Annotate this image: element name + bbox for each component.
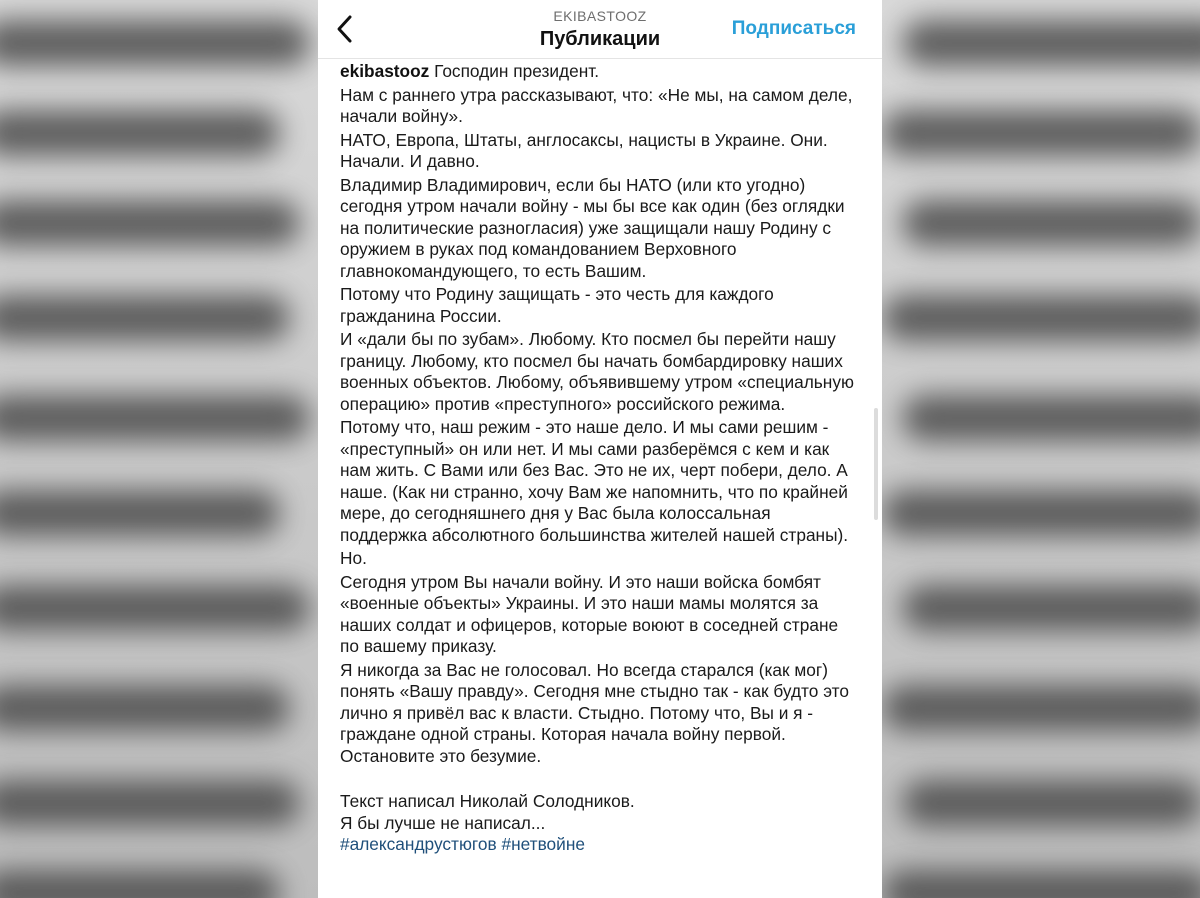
header-bar [318,0,882,59]
caption-paragraph: Владимир Владимирович, если бы НАТО (или кто угодно) сегодня утром начали войну - мы бы все как один (без оглядки на политические разногласия) уже защищали нашу Родину с оружием в руках под командованием Верховного главнокомандующего, то есть Вашим. [340,174,845,281]
hashtag-link[interactable]: #нетвойне [501,834,585,854]
follow-button[interactable]: Подписаться [731,18,856,39]
blurred-background-right [882,0,1200,898]
caption-paragraph: Сегодня утром Вы начали войну. И это наши войска бомбят «военные объекты» Украины. И это наши мамы молятся за наших солдат и офицеров, которые воюют в соседней стране по вашему приказу. [340,571,839,656]
post-caption [318,59,882,856]
hashtags [340,834,860,856]
signature-line: Я бы лучше не написал... [340,812,546,833]
caption-text: Господин президент. [434,61,600,81]
scrollbar[interactable] [874,408,878,520]
signature-line: Текст написал Николай Солодников. [340,791,635,811]
caption-paragraph: И «дали бы по зубам». Любому. Кто посмел бы перейти нашу границу. Любому, кто посмел бы начать бомбардировку наших военных объектов. Любому, объявившему утром «специальную операцию» против «преступного» российского режима. [340,329,854,414]
caption-paragraph: Но. [340,548,367,568]
spacer [340,769,860,791]
caption-paragraph: Потому что Родину защищать - это честь для каждого гражданина России. [340,284,774,326]
caption-paragraph: Я никогда за Вас не голосовал. Но всегда старался (как мог) понять «Вашу правду». Сегодня мне стыдно так - как будто это лично я привёл вас к власти. Стыдно. Потому что, Вы и я - граждане одной страны. Которая начала войну первой. Остановите это безумие. [340,659,849,766]
account-name: EKIBASTOOZ [553,8,647,24]
hashtag-link[interactable]: #александрустюгов [340,834,497,854]
username-link[interactable]: ekibastooz [340,61,430,81]
caption-paragraph: Нам с раннего утра рассказывают, что: «Не мы, на самом деле, начали войну». [340,84,853,126]
page-title: Публикации [539,28,661,50]
caption-paragraph: Потому что, наш режим - это наше дело. И мы сами решим - «преступный» он или нет. И мы сами разберёмся с кем и как нам жить. С Вами или без Вас. Это не их, черт побери, дело. А наше. (Как ни странно, хочу Вам же напомнить, что по крайней мере, до сегодняшнего дня у Вас была колоссальная поддержка абсолютного большинства жителей нашей страны). [340,417,849,545]
caption-first-line [340,61,860,83]
caption-paragraph: НАТО, Европа, Штаты, англосаксы, нацисты в Украине. Они. Начали. И давно. [340,129,828,171]
post-panel [318,0,882,898]
blurred-background-left [0,0,318,898]
